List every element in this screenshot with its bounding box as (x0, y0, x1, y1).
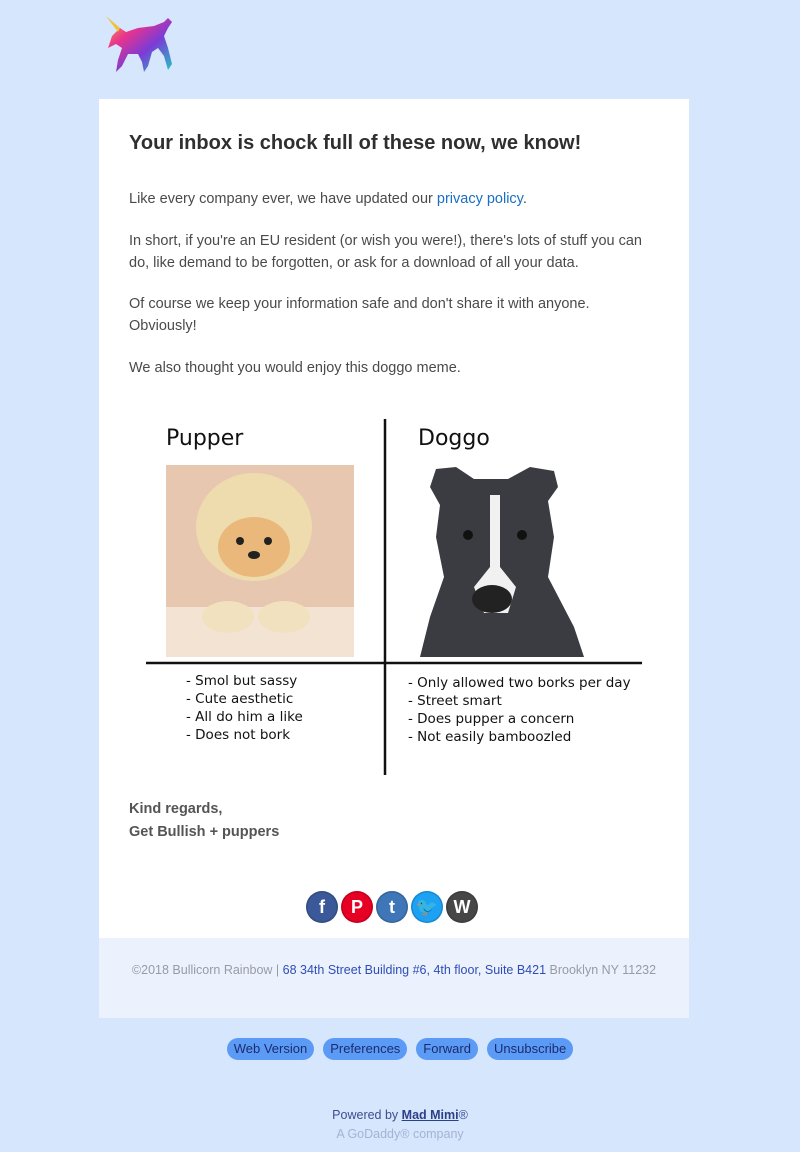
tumblr-icon[interactable]: t (376, 891, 408, 923)
paragraph-meme: We also thought you would enjoy this doggo meme. (129, 360, 461, 376)
paragraph-eu: In short, if you're an EU resident (or wish you were!), there's lots of stuff you can do, like demand to be forgotten, or ask for a download of all your data. (129, 233, 643, 271)
meme-left-title: Pupper (166, 426, 244, 451)
paragraph-privacy-end: . (522, 191, 527, 207)
meme-right-list (408, 675, 631, 745)
signoff-line-2: Get Bullish + puppers (129, 824, 280, 840)
unsubscribe-button[interactable]: Unsubscribe (487, 1038, 573, 1060)
meme-left-list-item: - Smol but sassy (186, 673, 298, 689)
powered-by (0, 1108, 800, 1122)
paragraph-privacy-text: Like every company ever, we have updated our (129, 191, 437, 207)
web-version-button[interactable]: Web Version (227, 1038, 314, 1060)
facebook-icon[interactable]: f (306, 891, 338, 923)
email-heading: Your inbox is chock full of these now, we know! (129, 132, 582, 154)
copyright-text: ©2018 Bullicorn Rainbow | (131, 963, 283, 977)
forward-button[interactable]: Forward (416, 1038, 478, 1060)
wordpress-icon[interactable]: W (446, 891, 478, 923)
meme-left-list (186, 673, 303, 743)
paragraph-safe: Of course we keep your information safe and don't share it with anyone. Obviously! (129, 296, 590, 334)
godaddy-company: A GoDaddy® company (336, 1127, 464, 1141)
meme-left-list-item: - All do him a like (186, 709, 303, 725)
meme-right-list-item: - Not easily bamboozled (408, 729, 572, 745)
powered-prefix: Powered by (332, 1108, 402, 1122)
paragraph-privacy (129, 188, 649, 210)
footer-address (129, 963, 659, 978)
preferences-button[interactable]: Preferences (323, 1038, 407, 1060)
address-link[interactable]: 68 34th Street Building #6, 4th floor, Suite B421 (282, 963, 547, 977)
meme-right-list-item: - Only allowed two borks per day (408, 675, 631, 691)
meme-left-list-item: - Cute aesthetic (186, 691, 294, 707)
footer-band (99, 938, 689, 1018)
powered-suffix: ® (458, 1108, 468, 1122)
pinterest-icon[interactable]: P (341, 891, 373, 923)
twitter-icon[interactable]: 🐦 (411, 891, 443, 923)
signoff-line-1: Kind regards, (129, 801, 223, 817)
doggo-picture (420, 467, 584, 657)
meme-right-title: Doggo (418, 426, 490, 451)
privacy-policy-link[interactable]: privacy policy (436, 191, 523, 207)
meme-left-list-item: - Does not bork (186, 727, 291, 743)
meme-right-list-item: - Does pupper a concern (408, 711, 575, 727)
footer-buttons (0, 1038, 800, 1060)
pupper-picture (166, 465, 354, 657)
email-card (99, 99, 689, 938)
doggo-meme-image (144, 417, 644, 777)
city-text: Brooklyn NY 11232 (546, 963, 657, 977)
bullicorn-logo (98, 14, 178, 78)
social-links (306, 891, 478, 923)
meme-right-list-item: - Street smart (408, 693, 502, 709)
signoff (129, 798, 279, 844)
mad-mimi-link[interactable]: Mad Mimi (401, 1108, 459, 1122)
